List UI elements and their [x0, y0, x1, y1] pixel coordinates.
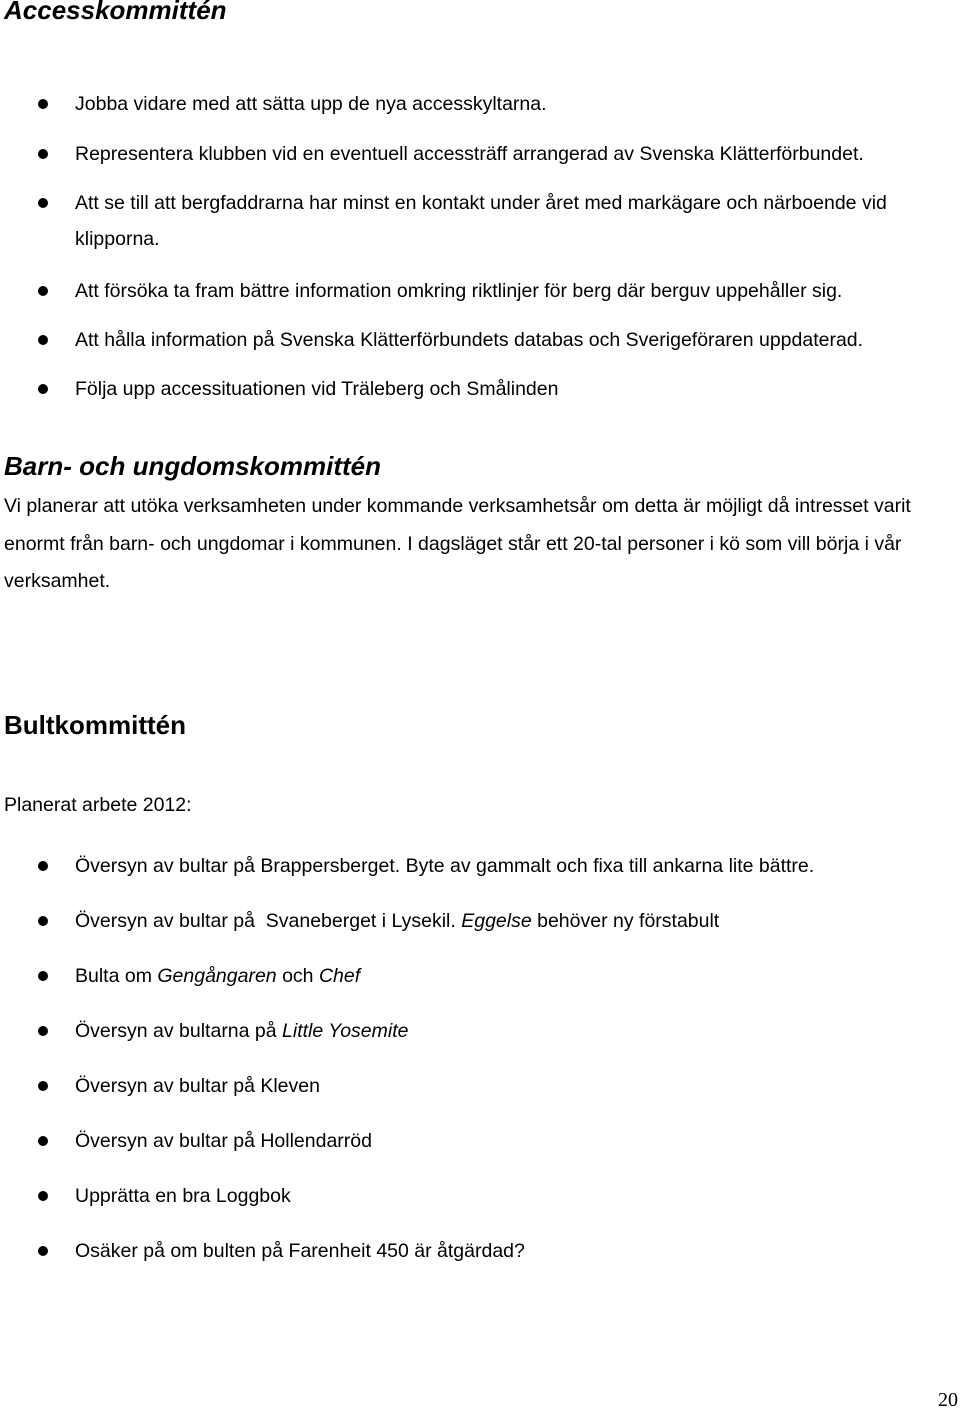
- list-item: [0, 1068, 960, 1104]
- list-item-text: [75, 1068, 955, 1104]
- list-item-text: Jobba vidare med att sätta upp de nya accesskyltarna.: [75, 93, 547, 115]
- text-segment: Upprätta en bra Loggbok: [75, 1185, 291, 1207]
- bullet-icon: [38, 861, 48, 871]
- list-item: [0, 136, 960, 172]
- list-item-text: [75, 848, 955, 884]
- list-item-text: [75, 1233, 955, 1269]
- list-item-text: Att hålla information på Svenska Klätterförbundets databas och Sverigeföraren uppdaterad.: [75, 329, 864, 351]
- list-item-text: [75, 958, 955, 994]
- bullet-icon: [38, 916, 48, 926]
- list-item: [0, 86, 960, 122]
- list-item-text: [75, 1178, 955, 1214]
- text-segment: Översyn av bultar på Svaneberget i Lysekil.: [75, 910, 462, 932]
- list-item-text: Att försöka ta fram bättre information omkring riktlinjer för berg där berguv uppehåller sig.: [75, 280, 843, 302]
- list-item-text: Representera klubben vid en eventuell accessträff arrangerad av Svenska Klätterförbundet.: [75, 143, 864, 165]
- italic-text-segment: Eggelse: [461, 910, 532, 932]
- bullet-icon: [38, 971, 48, 981]
- bullet-icon: [38, 99, 48, 109]
- bullet-icon: [38, 1246, 48, 1256]
- list-item: [0, 322, 960, 358]
- bolts-intro: Planerat arbete 2012:: [4, 794, 192, 816]
- text-segment: behöver ny förstabult: [531, 910, 720, 932]
- section-heading-youth: Barn- och ungdomskommittén: [4, 451, 382, 481]
- section-heading-access: Accesskommittén: [4, 0, 227, 25]
- list-item: [0, 273, 960, 309]
- list-item: [0, 1123, 960, 1159]
- list-item: [0, 958, 960, 994]
- bullet-icon: [38, 1081, 48, 1091]
- list-item: [0, 1013, 960, 1049]
- list-item: [0, 848, 960, 884]
- list-item: [0, 1233, 960, 1269]
- bullet-icon: [38, 286, 48, 296]
- text-segment: Osäker på om bulten på Farenheit 450 är åtgärdad?: [75, 1240, 525, 1262]
- list-item: [0, 1178, 960, 1214]
- bullet-icon: [38, 384, 48, 394]
- list-item-text: [75, 1013, 955, 1049]
- italic-text-segment: Gengångaren: [157, 965, 277, 987]
- list-item: [0, 371, 960, 407]
- italic-text-segment: Chef: [318, 965, 361, 987]
- list-item-text: [75, 903, 955, 939]
- text-segment: Bulta om: [75, 965, 158, 987]
- bullet-icon: [38, 1191, 48, 1201]
- bullet-icon: [38, 335, 48, 345]
- italic-text-segment: Little Yosemite: [282, 1020, 409, 1042]
- text-segment: Översyn av bultar på Kleven: [75, 1075, 320, 1097]
- bullet-icon: [38, 1136, 48, 1146]
- youth-paragraph: Vi planerar att utöka verksamheten under kommande verksamhetsår om detta är möjligt då intresset varit enormt från barn- och ungdomar i kommunen. I dagsläget står ett 20-tal personer i kö som vill börja i vår verksamhet.: [4, 495, 911, 592]
- list-item: [0, 185, 960, 257]
- bullet-icon: [38, 1026, 48, 1036]
- text-segment: och: [276, 965, 319, 987]
- text-segment: Översyn av bultar på Brappersberget. Byte av gammalt och fixa till ankarna lite bättre.: [75, 855, 815, 877]
- list-item: [0, 903, 960, 939]
- list-item-text: Att se till att bergfaddrarna har minst en kontakt under året med markägare och närboende vid klipporna.: [75, 192, 887, 250]
- bullet-icon: [38, 149, 48, 159]
- text-segment: Översyn av bultarna på: [75, 1020, 283, 1042]
- text-segment: Översyn av bultar på Hollendarröd: [75, 1130, 372, 1152]
- list-item-text: Följa upp accessituationen vid Träleberg och Smålinden: [75, 378, 559, 400]
- bullet-icon: [38, 198, 48, 208]
- section-heading-bolts: Bultkommittén: [4, 710, 186, 740]
- list-item-text: [75, 1123, 955, 1159]
- page-number: 20: [938, 1389, 958, 1411]
